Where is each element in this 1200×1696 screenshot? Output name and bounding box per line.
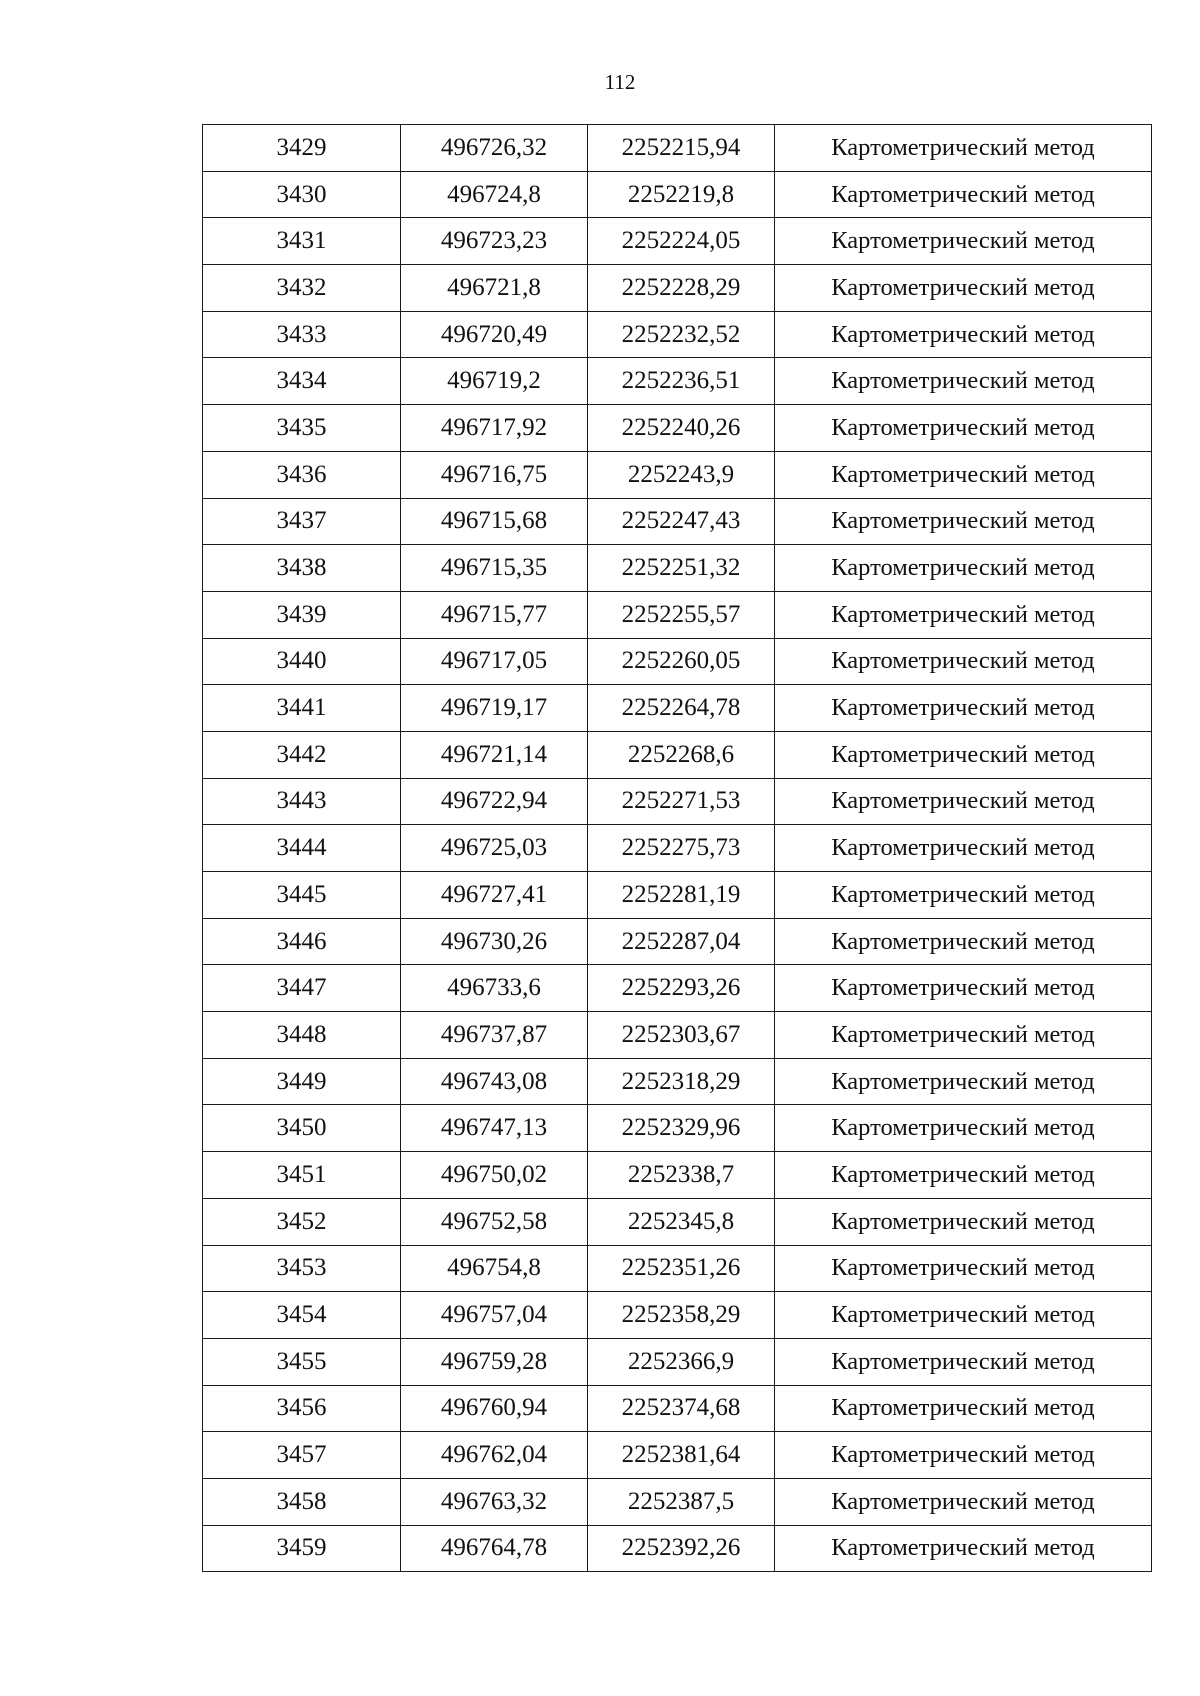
- method-cell: Картометрический метод: [775, 405, 1152, 452]
- table-row: [203, 545, 1152, 592]
- table-row: [203, 918, 1152, 965]
- y-coordinate-cell: 2252381,64: [588, 1432, 775, 1479]
- table-row: [203, 591, 1152, 638]
- x-coordinate-cell: 496726,32: [401, 125, 588, 172]
- method-cell: Картометрический метод: [775, 451, 1152, 498]
- table-row: [203, 171, 1152, 218]
- point-number-cell: 3433: [203, 311, 401, 358]
- x-coordinate-cell: 496725,03: [401, 825, 588, 872]
- table-row: [203, 218, 1152, 265]
- point-number-cell: 3439: [203, 591, 401, 638]
- y-coordinate-cell: 2252255,57: [588, 591, 775, 638]
- method-cell: Картометрический метод: [775, 778, 1152, 825]
- coordinates-table-body: [203, 125, 1152, 1572]
- point-number-cell: 3444: [203, 825, 401, 872]
- x-coordinate-cell: 496763,32: [401, 1478, 588, 1525]
- point-number-cell: 3454: [203, 1292, 401, 1339]
- point-number-cell: 3443: [203, 778, 401, 825]
- table-row: [203, 1012, 1152, 1059]
- method-cell: Картометрический метод: [775, 545, 1152, 592]
- table-row: [203, 451, 1152, 498]
- point-number-cell: 3450: [203, 1105, 401, 1152]
- table-row: [203, 1058, 1152, 1105]
- point-number-cell: 3449: [203, 1058, 401, 1105]
- point-number-cell: 3436: [203, 451, 401, 498]
- method-cell: Картометрический метод: [775, 498, 1152, 545]
- method-cell: Картометрический метод: [775, 685, 1152, 732]
- x-coordinate-cell: 496717,92: [401, 405, 588, 452]
- point-number-cell: 3451: [203, 1152, 401, 1199]
- point-number-cell: 3459: [203, 1525, 401, 1572]
- point-number-cell: 3453: [203, 1245, 401, 1292]
- table-row: [203, 965, 1152, 1012]
- x-coordinate-cell: 496715,77: [401, 591, 588, 638]
- y-coordinate-cell: 2252247,43: [588, 498, 775, 545]
- table-row: [203, 498, 1152, 545]
- table-row: [203, 358, 1152, 405]
- y-coordinate-cell: 2252275,73: [588, 825, 775, 872]
- x-coordinate-cell: 496715,35: [401, 545, 588, 592]
- y-coordinate-cell: 2252264,78: [588, 685, 775, 732]
- x-coordinate-cell: 496722,94: [401, 778, 588, 825]
- x-coordinate-cell: 496759,28: [401, 1338, 588, 1385]
- y-coordinate-cell: 2252293,26: [588, 965, 775, 1012]
- x-coordinate-cell: 496743,08: [401, 1058, 588, 1105]
- y-coordinate-cell: 2252358,29: [588, 1292, 775, 1339]
- x-coordinate-cell: 496723,23: [401, 218, 588, 265]
- x-coordinate-cell: 496737,87: [401, 1012, 588, 1059]
- method-cell: Картометрический метод: [775, 1525, 1152, 1572]
- method-cell: Картометрический метод: [775, 872, 1152, 919]
- table-row: [203, 1525, 1152, 1572]
- method-cell: Картометрический метод: [775, 1478, 1152, 1525]
- method-cell: Картометрический метод: [775, 125, 1152, 172]
- point-number-cell: 3432: [203, 265, 401, 312]
- y-coordinate-cell: 2252351,26: [588, 1245, 775, 1292]
- method-cell: Картометрический метод: [775, 265, 1152, 312]
- point-number-cell: 3442: [203, 731, 401, 778]
- point-number-cell: 3438: [203, 545, 401, 592]
- y-coordinate-cell: 2252329,96: [588, 1105, 775, 1152]
- y-coordinate-cell: 2252338,7: [588, 1152, 775, 1199]
- method-cell: Картометрический метод: [775, 1292, 1152, 1339]
- y-coordinate-cell: 2252281,19: [588, 872, 775, 919]
- x-coordinate-cell: 496730,26: [401, 918, 588, 965]
- method-cell: Картометрический метод: [775, 825, 1152, 872]
- x-coordinate-cell: 496760,94: [401, 1385, 588, 1432]
- y-coordinate-cell: 2252392,26: [588, 1525, 775, 1572]
- method-cell: Картометрический метод: [775, 1105, 1152, 1152]
- point-number-cell: 3455: [203, 1338, 401, 1385]
- method-cell: Картометрический метод: [775, 918, 1152, 965]
- x-coordinate-cell: 496719,2: [401, 358, 588, 405]
- y-coordinate-cell: 2252215,94: [588, 125, 775, 172]
- point-number-cell: 3456: [203, 1385, 401, 1432]
- table-row: [203, 685, 1152, 732]
- method-cell: Картометрический метод: [775, 358, 1152, 405]
- y-coordinate-cell: 2252303,67: [588, 1012, 775, 1059]
- method-cell: Картометрический метод: [775, 1245, 1152, 1292]
- y-coordinate-cell: 2252240,26: [588, 405, 775, 452]
- method-cell: Картометрический метод: [775, 638, 1152, 685]
- y-coordinate-cell: 2252287,04: [588, 918, 775, 965]
- point-number-cell: 3434: [203, 358, 401, 405]
- method-cell: Картометрический метод: [775, 965, 1152, 1012]
- y-coordinate-cell: 2252345,8: [588, 1198, 775, 1245]
- y-coordinate-cell: 2252236,51: [588, 358, 775, 405]
- y-coordinate-cell: 2252251,32: [588, 545, 775, 592]
- table-row: [203, 1245, 1152, 1292]
- y-coordinate-cell: 2252228,29: [588, 265, 775, 312]
- point-number-cell: 3448: [203, 1012, 401, 1059]
- x-coordinate-cell: 496762,04: [401, 1432, 588, 1479]
- table-row: [203, 872, 1152, 919]
- method-cell: Картометрический метод: [775, 1338, 1152, 1385]
- method-cell: Картометрический метод: [775, 1198, 1152, 1245]
- x-coordinate-cell: 496720,49: [401, 311, 588, 358]
- table-row: [203, 825, 1152, 872]
- y-coordinate-cell: 2252224,05: [588, 218, 775, 265]
- point-number-cell: 3447: [203, 965, 401, 1012]
- table-row: [203, 731, 1152, 778]
- table-row: [203, 1385, 1152, 1432]
- x-coordinate-cell: 496733,6: [401, 965, 588, 1012]
- y-coordinate-cell: 2252260,05: [588, 638, 775, 685]
- point-number-cell: 3440: [203, 638, 401, 685]
- table-row: [203, 405, 1152, 452]
- x-coordinate-cell: 496717,05: [401, 638, 588, 685]
- table-row: [203, 1198, 1152, 1245]
- y-coordinate-cell: 2252366,9: [588, 1338, 775, 1385]
- page-number: 112: [604, 70, 636, 94]
- x-coordinate-cell: 496727,41: [401, 872, 588, 919]
- table-row: [203, 1338, 1152, 1385]
- method-cell: Картометрический метод: [775, 218, 1152, 265]
- x-coordinate-cell: 496721,14: [401, 731, 588, 778]
- table-row: [203, 1105, 1152, 1152]
- table-row: [203, 1478, 1152, 1525]
- x-coordinate-cell: 496752,58: [401, 1198, 588, 1245]
- y-coordinate-cell: 2252219,8: [588, 171, 775, 218]
- point-number-cell: 3458: [203, 1478, 401, 1525]
- point-number-cell: 3437: [203, 498, 401, 545]
- method-cell: Картометрический метод: [775, 311, 1152, 358]
- point-number-cell: 3435: [203, 405, 401, 452]
- point-number-cell: 3430: [203, 171, 401, 218]
- y-coordinate-cell: 2252271,53: [588, 778, 775, 825]
- point-number-cell: 3431: [203, 218, 401, 265]
- table-row: [203, 311, 1152, 358]
- x-coordinate-cell: 496719,17: [401, 685, 588, 732]
- method-cell: Картометрический метод: [775, 171, 1152, 218]
- method-cell: Картометрический метод: [775, 591, 1152, 638]
- y-coordinate-cell: 2252243,9: [588, 451, 775, 498]
- x-coordinate-cell: 496715,68: [401, 498, 588, 545]
- x-coordinate-cell: 496757,04: [401, 1292, 588, 1339]
- point-number-cell: 3429: [203, 125, 401, 172]
- point-number-cell: 3441: [203, 685, 401, 732]
- x-coordinate-cell: 496721,8: [401, 265, 588, 312]
- table-row: [203, 1432, 1152, 1479]
- table-row: [203, 125, 1152, 172]
- y-coordinate-cell: 2252318,29: [588, 1058, 775, 1105]
- y-coordinate-cell: 2252387,5: [588, 1478, 775, 1525]
- point-number-cell: 3446: [203, 918, 401, 965]
- x-coordinate-cell: 496764,78: [401, 1525, 588, 1572]
- method-cell: Картометрический метод: [775, 1432, 1152, 1479]
- x-coordinate-cell: 496716,75: [401, 451, 588, 498]
- table-row: [203, 1152, 1152, 1199]
- table-row: [203, 638, 1152, 685]
- table-row: [203, 265, 1152, 312]
- point-number-cell: 3457: [203, 1432, 401, 1479]
- method-cell: Картометрический метод: [775, 1012, 1152, 1059]
- y-coordinate-cell: 2252232,52: [588, 311, 775, 358]
- coordinates-table: [202, 124, 1152, 1572]
- x-coordinate-cell: 496750,02: [401, 1152, 588, 1199]
- method-cell: Картометрический метод: [775, 731, 1152, 778]
- x-coordinate-cell: 496724,8: [401, 171, 588, 218]
- x-coordinate-cell: 496754,8: [401, 1245, 588, 1292]
- table-row: [203, 778, 1152, 825]
- point-number-cell: 3452: [203, 1198, 401, 1245]
- x-coordinate-cell: 496747,13: [401, 1105, 588, 1152]
- point-number-cell: 3445: [203, 872, 401, 919]
- table-row: [203, 1292, 1152, 1339]
- y-coordinate-cell: 2252374,68: [588, 1385, 775, 1432]
- method-cell: Картометрический метод: [775, 1385, 1152, 1432]
- y-coordinate-cell: 2252268,6: [588, 731, 775, 778]
- method-cell: Картометрический метод: [775, 1058, 1152, 1105]
- method-cell: Картометрический метод: [775, 1152, 1152, 1199]
